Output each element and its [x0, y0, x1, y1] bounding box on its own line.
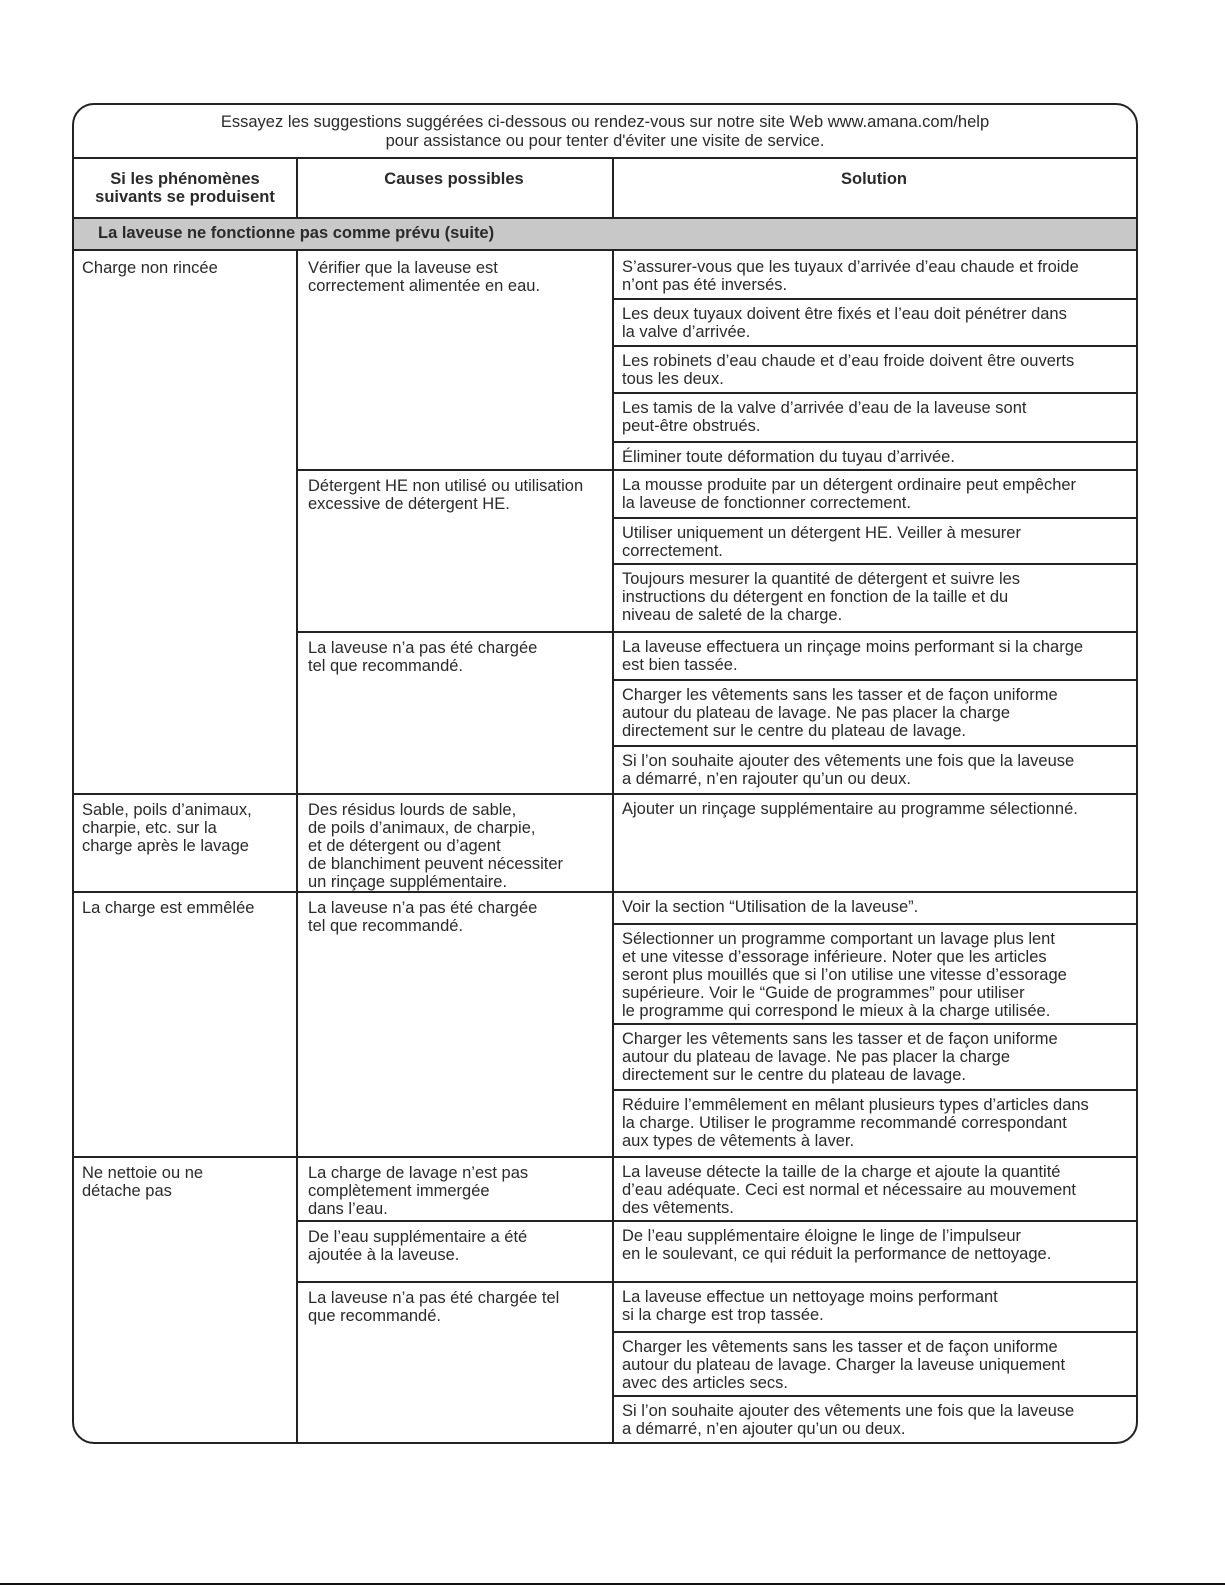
header-symptoms-line: Si les phénomènes: [110, 170, 260, 188]
cause-cell-line: excessive de détergent HE.: [308, 495, 510, 513]
col-divider-2: [612, 249, 614, 1444]
solution-cell: [622, 898, 918, 916]
solution-divider: [612, 1023, 1136, 1025]
cause-cell: [308, 477, 583, 513]
section-header: [74, 217, 1136, 251]
solution-cell: [622, 1096, 1089, 1150]
cause-cell-line: De l’eau supplémentaire a été: [308, 1228, 528, 1246]
solution-cell-line: aux types de vêtements à laver.: [622, 1132, 855, 1150]
header-causes: Causes possibles: [384, 170, 524, 188]
solution-cell-line: seront plus mouillés que si l’on utilise une vitesse d’essorage: [622, 966, 1067, 984]
solution-divider: [612, 793, 1136, 795]
cause-cell-line: un rinçage supplémentaire.: [308, 873, 508, 891]
header-symptoms: [74, 170, 296, 206]
solution-divider: [612, 1089, 1136, 1091]
solution-cell-line: Charger les vêtements sans les tasser et de façon uniforme: [622, 686, 1058, 704]
symptom-cell: [82, 1164, 203, 1200]
solution-divider: [612, 1156, 1136, 1158]
solution-divider: [612, 298, 1136, 300]
solution-cell-line: des vêtements.: [622, 1199, 734, 1217]
cause-cell-line: tel que recommandé.: [308, 917, 464, 935]
solution-cell: [622, 570, 1020, 624]
solution-cell-line: Utiliser uniquement un détergent HE. Veiller à mesurer: [622, 524, 1021, 542]
solution-cell-line: supérieure. Voir le “Guide de programmes” pour utiliser: [622, 984, 1025, 1002]
header-symptoms-line: suivants se produisent: [95, 188, 275, 206]
solution-cell-line: la charge. Utiliser le programme recommandé correspondant: [622, 1114, 1067, 1132]
cause-cell: [308, 1289, 559, 1325]
solution-divider: [612, 345, 1136, 347]
solution-cell: [622, 1227, 1051, 1263]
intro-banner: [74, 105, 1136, 159]
solution-cell-line: Toujours mesurer la quantité de détergent et suivre les: [622, 570, 1021, 588]
solution-divider: [612, 923, 1136, 925]
header-solution: Solution: [841, 170, 907, 188]
solution-cell-line: avec des articles secs.: [622, 1374, 788, 1392]
solution-cell: [622, 686, 1058, 740]
symptom-cell-line: La charge est emmêlée: [82, 899, 255, 917]
solution-cell-line: La laveuse détecte la taille de la charge et ajoute la quantité: [622, 1163, 1061, 1181]
symptom-cell-line: Sable, poils d’animaux,: [82, 801, 252, 819]
solution-cell-line: Les tamis de la valve d’arrivée d’eau de la laveuse sont: [622, 399, 1027, 417]
solution-cell-line: d’eau adéquate. Ceci est normal et nécessaire au mouvement: [622, 1181, 1077, 1199]
cause-cell-line: ajoutée à la laveuse.: [308, 1246, 460, 1264]
solution-cell-line: S’assurer-vous que les tuyaux d’arrivée d’eau chaude et froide: [622, 258, 1079, 276]
intro-line-2: pour assistance ou pour tenter d'éviter une visite de service.: [385, 132, 825, 150]
cause-cell-line: dans l’eau.: [308, 1200, 388, 1218]
solution-cell-line: est bien tassée.: [622, 656, 738, 674]
solution-divider: [612, 517, 1136, 519]
solution-cell: [622, 476, 1076, 512]
solution-cell-line: si la charge est trop tassée.: [622, 1306, 824, 1324]
cause-cell-line: La laveuse n’a pas été chargée: [308, 899, 538, 917]
solution-cell-line: le programme qui correspond le mieux à la charge utilisée.: [622, 1002, 1051, 1020]
cause-cell: [308, 801, 563, 891]
solution-cell-line: peut-être obstrués.: [622, 417, 761, 435]
symptom-cell-line: Charge non rincée: [82, 259, 218, 277]
cause-cell: [308, 1164, 528, 1218]
solution-divider: [612, 392, 1136, 394]
cause-cell: [308, 1228, 527, 1264]
solution-cell-line: directement sur le centre du plateau de lavage.: [622, 1066, 966, 1084]
cause-cell-line: que recommandé.: [308, 1307, 441, 1325]
solution-cell: [622, 638, 1083, 674]
cause-cell-line: tel que recommandé.: [308, 657, 464, 675]
solution-cell-line: Éliminer toute déformation du tuyau d’arrivée.: [622, 448, 955, 466]
solution-divider: [612, 563, 1136, 565]
cause-cell-line: Détergent HE non utilisé ou utilisation: [308, 477, 584, 495]
solution-cell-line: Ajouter un rinçage supplémentaire au programme sélectionné.: [622, 800, 1078, 818]
solution-cell-line: La laveuse effectue un nettoyage moins performant: [622, 1288, 998, 1306]
solution-cell-line: La mousse produite par un détergent ordinaire peut empêcher: [622, 476, 1077, 494]
solution-cell-line: Voir la section “Utilisation de la laveuse”.: [622, 898, 919, 916]
solution-divider: [612, 1220, 1136, 1222]
symptom-cell: [82, 259, 218, 277]
solution-cell: [622, 800, 1078, 818]
solution-cell-line: Charger les vêtements sans les tasser et de façon uniforme: [622, 1338, 1058, 1356]
solution-cell: [622, 1163, 1076, 1217]
cause-cell-line: Des résidus lourds de sable,: [308, 801, 517, 819]
solution-cell-line: Les robinets d’eau chaude et d’eau froide doivent être ouverts: [622, 352, 1075, 370]
troubleshooting-table: [72, 103, 1138, 1444]
solution-cell-line: la laveuse de fonctionner correctement.: [622, 494, 911, 512]
symptom-cell-line: charge après le lavage: [82, 837, 249, 855]
solution-cell-line: la valve d’arrivée.: [622, 323, 751, 341]
solution-divider: [612, 1281, 1136, 1283]
symptom-cell-line: détache pas: [82, 1182, 172, 1200]
solution-divider: [612, 1331, 1136, 1333]
solution-cell-line: instructions du détergent en fonction de la taille et du: [622, 588, 1009, 606]
solution-divider: [612, 1395, 1136, 1397]
solution-cell-line: autour du plateau de lavage. Ne pas placer la charge: [622, 704, 1011, 722]
col-divider-1: [296, 249, 298, 1444]
solution-cell: [622, 524, 1021, 560]
cause-cell-line: de blanchiment peuvent nécessiter: [308, 855, 563, 873]
symptom-cell: [82, 801, 252, 855]
solution-cell-line: Les deux tuyaux doivent être fixés et l’eau doit pénétrer dans: [622, 305, 1067, 323]
solution-cell-line: a démarré, n’en rajouter qu’un ou deux.: [622, 770, 911, 788]
solution-cell: [622, 258, 1079, 294]
solution-cell-line: Si l’on souhaite ajouter des vêtements une fois que la laveuse: [622, 752, 1075, 770]
solution-cell-line: La laveuse effectuera un rinçage moins performant si la charge: [622, 638, 1084, 656]
col-divider-2-header: [612, 159, 614, 217]
cause-cell-line: complètement immergée: [308, 1182, 490, 1200]
solution-cell: [622, 1030, 1058, 1084]
solution-cell-line: De l’eau supplémentaire éloigne le linge de l’impulseur: [622, 1227, 1021, 1245]
solution-cell: [622, 305, 1067, 341]
cause-cell-line: La laveuse n’a pas été chargée tel: [308, 1289, 560, 1307]
solution-cell: [622, 448, 955, 466]
solution-cell-line: en le soulevant, ce qui réduit la performance de nettoyage.: [622, 1245, 1052, 1263]
symptom-cell: [82, 899, 254, 917]
solution-cell-line: n’ont pas été inversés.: [622, 276, 788, 294]
solution-cell-line: Sélectionner un programme comportant un lavage plus lent: [622, 930, 1055, 948]
cause-cell-line: de poils d’animaux, de charpie,: [308, 819, 536, 837]
cause-cell-line: La laveuse n’a pas été chargée: [308, 639, 538, 657]
col-divider-1-header: [296, 159, 298, 217]
solution-cell-line: correctement.: [622, 542, 723, 560]
cause-cell: [308, 259, 540, 295]
solution-cell-line: directement sur le centre du plateau de lavage.: [622, 722, 966, 740]
solution-cell-line: tous les deux.: [622, 370, 724, 388]
cause-cell-line: et de détergent ou d’agent: [308, 837, 501, 855]
cause-cell-line: La charge de lavage n’est pas: [308, 1164, 529, 1182]
cause-cell: [308, 899, 537, 935]
solution-cell: [622, 930, 1067, 1020]
cause-cell: [308, 639, 537, 675]
solution-cell-line: niveau de saleté de la charge.: [622, 606, 843, 624]
solution-divider: [612, 891, 1136, 893]
cause-cell-line: correctement alimentée en eau.: [308, 277, 541, 295]
solution-cell: [622, 1288, 998, 1324]
solution-cell-line: autour du plateau de lavage. Charger la laveuse uniquement: [622, 1356, 1066, 1374]
solution-cell-line: autour du plateau de lavage. Ne pas placer la charge: [622, 1048, 1011, 1066]
solution-cell: [622, 1402, 1074, 1438]
solution-cell: [622, 352, 1074, 388]
solution-divider: [612, 745, 1136, 747]
intro-line-1: Essayez les suggestions suggérées ci-dessous ou rendez-vous sur notre site Web www.amana.com/help: [220, 113, 990, 131]
solution-cell: [622, 399, 1026, 435]
solution-divider: [612, 631, 1136, 633]
section-title: La laveuse ne fonctionne pas comme prévu (suite): [98, 224, 495, 242]
solution-cell-line: Réduire l’emmêlement en mêlant plusieurs types d’articles dans: [622, 1096, 1089, 1114]
solution-divider: [612, 679, 1136, 681]
solution-cell: [622, 1338, 1065, 1392]
symptom-cell-line: Ne nettoie ou ne: [82, 1164, 204, 1182]
cause-cell-line: Vérifier que la laveuse est: [308, 259, 498, 277]
solution-divider: [612, 441, 1136, 443]
symptom-cell-line: charpie, etc. sur la: [82, 819, 217, 837]
solution-cell-line: et une vitesse d’essorage inférieure. Noter que les articles: [622, 948, 1047, 966]
solution-cell-line: Si l’on souhaite ajouter des vêtements une fois que la laveuse: [622, 1402, 1075, 1420]
solution-cell-line: Charger les vêtements sans les tasser et de façon uniforme: [622, 1030, 1058, 1048]
solution-divider: [612, 469, 1136, 471]
solution-cell: [622, 752, 1074, 788]
solution-cell-line: a démarré, n’en ajouter qu’un ou deux.: [622, 1420, 906, 1438]
